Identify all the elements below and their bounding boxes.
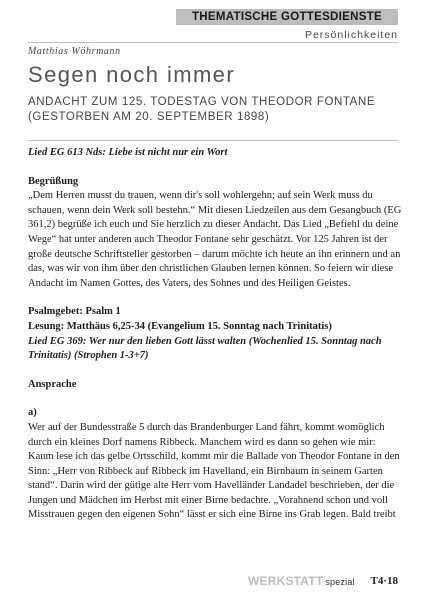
page-number: T4·18 [370,575,398,587]
author: Matthias Wöhrmann [28,46,121,57]
address-heading: Ansprache [28,378,77,390]
section-header-band [176,9,398,25]
brand-suffix: spezial [325,577,355,587]
section-a-text: Wer auf der Bundesstraße 5 durch das Brandenburger Land fährt, kommt womöglich durch ein kleines Dorf namens Ribbeck. Manchem wird es dann so gehen wie mir: Kaum lese ich das gelbe Ortsschild, kommt mir die Ballade von Theodor Fontane in den Sinn: „Herr von Ribbeck auf Ribbeck im Havelland, ein Birnbaum in seinem Garten stand“. Darin wird der gütige alte Herr vom Havelländer Landadel beschrieben, der die Jungen und Mädchen im Herbst mit einer Birne bedachte. „Vorahnend schon und voll Misstrauen gegen den eigenen Sohn“ lässt er sich eine Birne ins Grab legen. Bald treibt [28,421,400,521]
article-subtitle: ANDACHT ZUM 125. TODESTAG VON THEODOR FONTANE (GESTORBEN AM 20. SEPTEMBER 1898) [28,96,376,123]
song-2: Lied EG 369: Wer nur den lieben Gott lässt walten (Wochenlied 15. Sonntag nach Trinitatis) (Strophen 1-3+7) [28,335,382,362]
reading-line: Lesung: Matthäus 6,25-34 (Evangelium 15. Sonntag nach Trinitatis) [28,320,332,332]
publication-logo [248,574,355,588]
category-label: Persönlichkeiten [304,29,398,41]
section-a-label: a) [28,407,37,419]
brand-name: WERKSTATT [248,574,324,588]
psalm-line: Psalmgebet: Psalm 1 [28,306,121,318]
greeting-heading: Begrüßung [28,175,79,187]
title-divider [28,140,398,141]
section-header: THEMATISCHE GOTTESDIENSTE [191,11,383,23]
article-body [28,146,402,523]
song-1: Lied EG 613 Nds: Liebe ist nicht nur ein Wort [28,147,228,158]
header-divider [28,42,398,43]
greeting-text: „Dem Herren musst du trauen, wenn dir's soll wohlergehn; auf sein Werk muss du schauen, wenn dein Werk soll bestehn.“ Mit diesen Liedzeilen aus dem Gesangbuch (EG 361,2) begrüße ich euch und Sie herzlich zu dieser Andacht. Das Lied „Befiehl du deine Wege“ hat unter anderen auch Theodor Fontane sehr geschätzt. Vor 125 Jahren ist der große deutsche Schriftsteller gestorben – darum möchte ich heute an ihn erinnern und an das, was wir von ihm über den christlichen Glauben lernen können. So feiern wir diese Andacht im Namen Gottes, des Vaters, des Sohnes und des Heiligen Geistes. [28,190,402,289]
article-title: Segen noch immer [28,62,236,87]
